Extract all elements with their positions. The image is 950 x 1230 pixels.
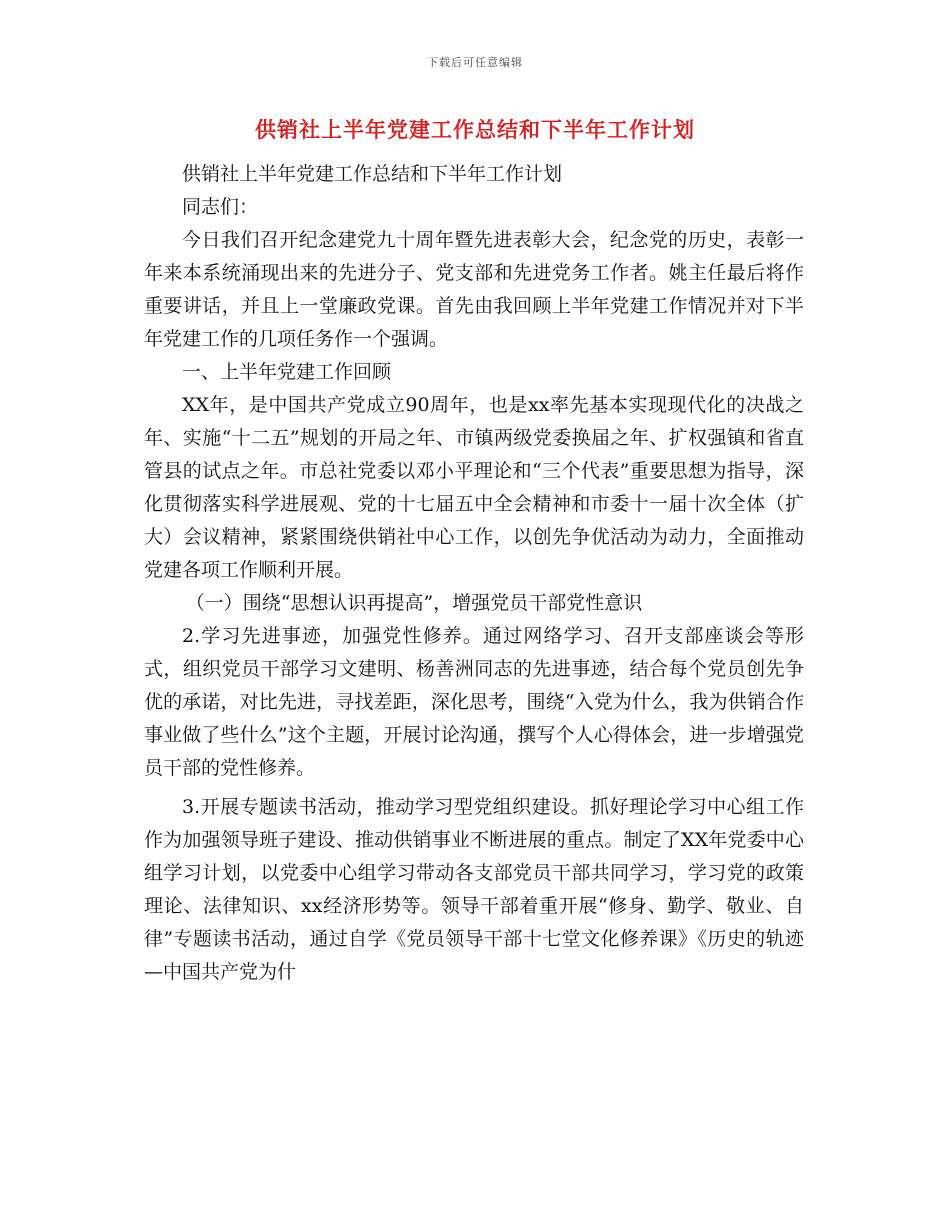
paragraph-salutation: 同志们： (182, 196, 259, 218)
paragraph-subtitle: 供销社上半年党建工作总结和下半年工作计划 (182, 163, 563, 185)
paragraph-item-2: 2.学习先进事迹，加强党性修养。通过网络学习、召开支部座谈会等形式，组织党员干部学习文建明、杨善洲同志的先进事迹，结合每个党员创先争优的承诺，对比先进，寻找差距，深化思考，围绕“入党为什么，我为供销合作事业做了些什么”这个主题，开展讨论沟通，撰写个人心得体会，进一步增强党员干部的党性修养。 (144, 625, 804, 779)
header-note: 下载后可任意编辑 (427, 56, 523, 69)
paragraph-item-3: 3.开展专题读书活动，推动学习型党组织建设。抓好理论学习中心组工作作为加强领导班子建设、推动供销事业不断进展的重点。制定了XX年党委中心组学习计划，以党委中心组学习带动各支部党员干部共同学习，学习党的政策理论、法律知识、xx经济形势等。领导干部着重开展“修身、勤学、敬业、自律”专题读书活动，通过自学《党员领导干部十七堂文化修养课》《历史的轨迹—中国共产党为什 (144, 796, 804, 983)
paragraph-intro: 今日我们召开纪念建党九十周年暨先进表彰大会，纪念党的历史，表彰一年来本系统涌现出来的先进分子、党支部和先进党务工作者。姚主任最后将作重要讲话，并且上一堂廉政党课。首先由我回顾上半年党建工作情况并对下半年党建工作的几项任务作一个强调。 (144, 229, 804, 350)
paragraph-review: XX年，是中国共产党成立90周年，也是xx率先基本实现现代化的决战之年、实施“十二五”规划的开局之年、市镇两级党委换届之年、扩权强镇和省直管县的试点之年。市总社党委以邓小平理论和“三个代表”重要思想为指导，深化贯彻落实科学进展观、党的十七届五中全会精神和市委十一届十次全体（扩大）会议精神，紧紧围绕供销社中心工作，以创先争优活动为动力，全面推动党建各项工作顺利开展。 (144, 394, 804, 581)
document-title: 供销社上半年党建工作总结和下半年工作计划 (255, 118, 695, 142)
subsection-heading-1: （一）围绕“思想认识再提高”，增强党员干部党性意识 (185, 592, 643, 614)
document-body (144, 158, 804, 989)
section-heading-1: 一、上半年党建工作回顾 (182, 361, 392, 383)
